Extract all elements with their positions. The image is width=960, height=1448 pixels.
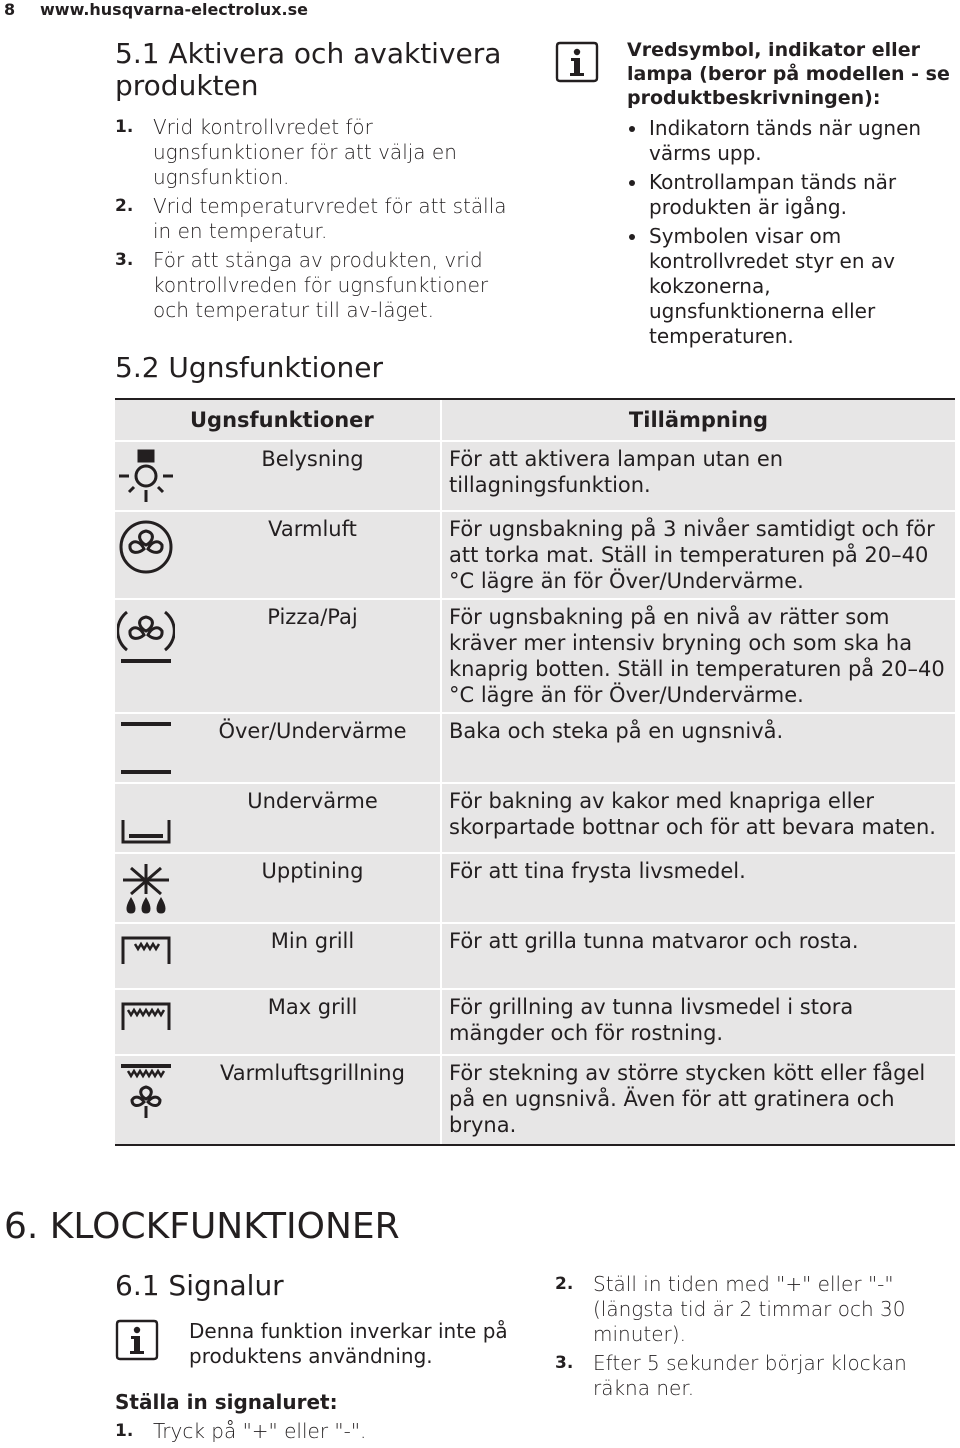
function-description: För att grilla tunna matvaror och rosta. xyxy=(441,923,955,989)
table-row xyxy=(115,1055,955,1145)
section-5-1-title: 5.1 Aktivera och avaktivera produkten xyxy=(115,37,502,102)
list-item: 1. Tryck på "+" eller "-". xyxy=(115,1419,367,1443)
signalur-steps-left xyxy=(115,1419,515,1448)
function-name: Max grill xyxy=(185,989,441,1055)
list-item: Symbolen visar om kontrollvredet styr en av kokzonerna, ugnsfunktionerna eller temperaturen. xyxy=(627,224,952,349)
table-row xyxy=(115,923,955,989)
function-description: För ugnsbakning på en nivå av rätter som kräver mer intensiv bryning och som ska ha knaprig botten. Ställ in temperaturen på 20–40 °C lägre än för Över/Undervärme. xyxy=(441,599,955,713)
function-name: Varmluftsgrillning xyxy=(185,1055,441,1145)
list-item: 3. För att stänga av produkten, vrid kontrollvreden för ugnsfunktioner och temperatur till av-läget. xyxy=(115,248,489,322)
list-item: 2. Ställ in tiden med "+" eller "-" (längsta tid är 2 timmar och 30 minuter). xyxy=(555,1272,906,1346)
note-heading: Vredsymbol, indikator eller lampa (beror på modellen - se produktbeskrivningen): xyxy=(627,39,950,109)
section-5-2-title: 5.2 Ugnsfunktioner xyxy=(115,351,383,384)
header-url[interactable]: www.husqvarna-electrolux.se xyxy=(40,0,308,19)
list-item: 3. Efter 5 sekunder börjar klockan räkna ner. xyxy=(555,1351,907,1400)
table-row xyxy=(115,713,955,783)
list-item: 1. Vrid kontrollvredet för ugnsfunktioner för att välja en ugnsfunktion. xyxy=(115,115,457,189)
chapter-6-title: 6. KLOCKFUNKTIONER xyxy=(4,1206,400,1247)
table-row xyxy=(115,989,955,1055)
function-name: Varmluft xyxy=(185,511,441,599)
max-grill-icon xyxy=(117,996,175,1036)
bottom-heat-icon xyxy=(117,790,175,848)
light-icon xyxy=(117,448,175,506)
page-number: 8 xyxy=(4,0,16,19)
signalur-note: Denna funktion inverkar inte på produktens användning. xyxy=(189,1319,508,1368)
note-vredsymbol xyxy=(627,38,952,353)
list-item: Kontrollampan tänds när produkten är igång. xyxy=(627,170,952,220)
oven-functions-table xyxy=(115,398,955,1146)
info-icon xyxy=(115,1318,159,1362)
min-grill-icon xyxy=(117,930,175,970)
function-description: Baka och steka på en ugnsnivå. xyxy=(441,713,955,783)
function-description: För att aktivera lampan utan en tillagningsfunktion. xyxy=(441,441,955,511)
function-name: Över/Undervärme xyxy=(185,713,441,783)
function-description: För ugnsbakning på 3 nivåer samtidigt och för att torka mat. Ställ in temperaturen på 20–40 °C lägre än för Över/Undervärme. xyxy=(441,511,955,599)
column-header-function: Ugnsfunktioner xyxy=(115,399,441,441)
signalur-subheading: Ställa in signaluret: xyxy=(115,1390,338,1414)
list-item: Indikatorn tänds när ugnen värms upp. xyxy=(627,116,952,166)
function-name: Belysning xyxy=(185,441,441,511)
section-5-1-steps xyxy=(115,115,515,327)
pizza-fan-icon xyxy=(117,606,175,666)
list-item: 2. Vrid temperaturvredet för att ställa in en temperatur. xyxy=(115,194,507,243)
top-bottom-heat-icon xyxy=(117,720,175,778)
function-description: För stekning av större stycken kött eller fågel på en ugnsnivå. Även för att gratinera och bryna. xyxy=(441,1055,955,1145)
defrost-icon xyxy=(117,860,175,918)
function-name: Undervärme xyxy=(185,783,441,853)
column-header-application: Tillämpning xyxy=(441,399,955,441)
table-row xyxy=(115,441,955,511)
signalur-steps-right xyxy=(555,1272,955,1405)
function-description: För grillning av tunna livsmedel i stora mängder och för rostning. xyxy=(441,989,955,1055)
fan-grill-icon xyxy=(117,1062,175,1124)
table-header-row xyxy=(115,399,955,441)
table-row xyxy=(115,599,955,713)
table-row xyxy=(115,511,955,599)
section-6-1-title: 6.1 Signalur xyxy=(115,1269,284,1302)
note-bullets xyxy=(627,116,952,349)
function-name: Upptining xyxy=(185,853,441,923)
table-row xyxy=(115,853,955,923)
function-description: För att tina frysta livsmedel. xyxy=(441,853,955,923)
fan-icon xyxy=(117,518,175,576)
table-row xyxy=(115,783,955,853)
function-description: För bakning av kakor med knapriga eller skorpartade bottnar och för att bevara maten. xyxy=(441,783,955,853)
function-name: Min grill xyxy=(185,923,441,989)
function-name: Pizza/Paj xyxy=(185,599,441,713)
info-icon xyxy=(555,40,599,84)
